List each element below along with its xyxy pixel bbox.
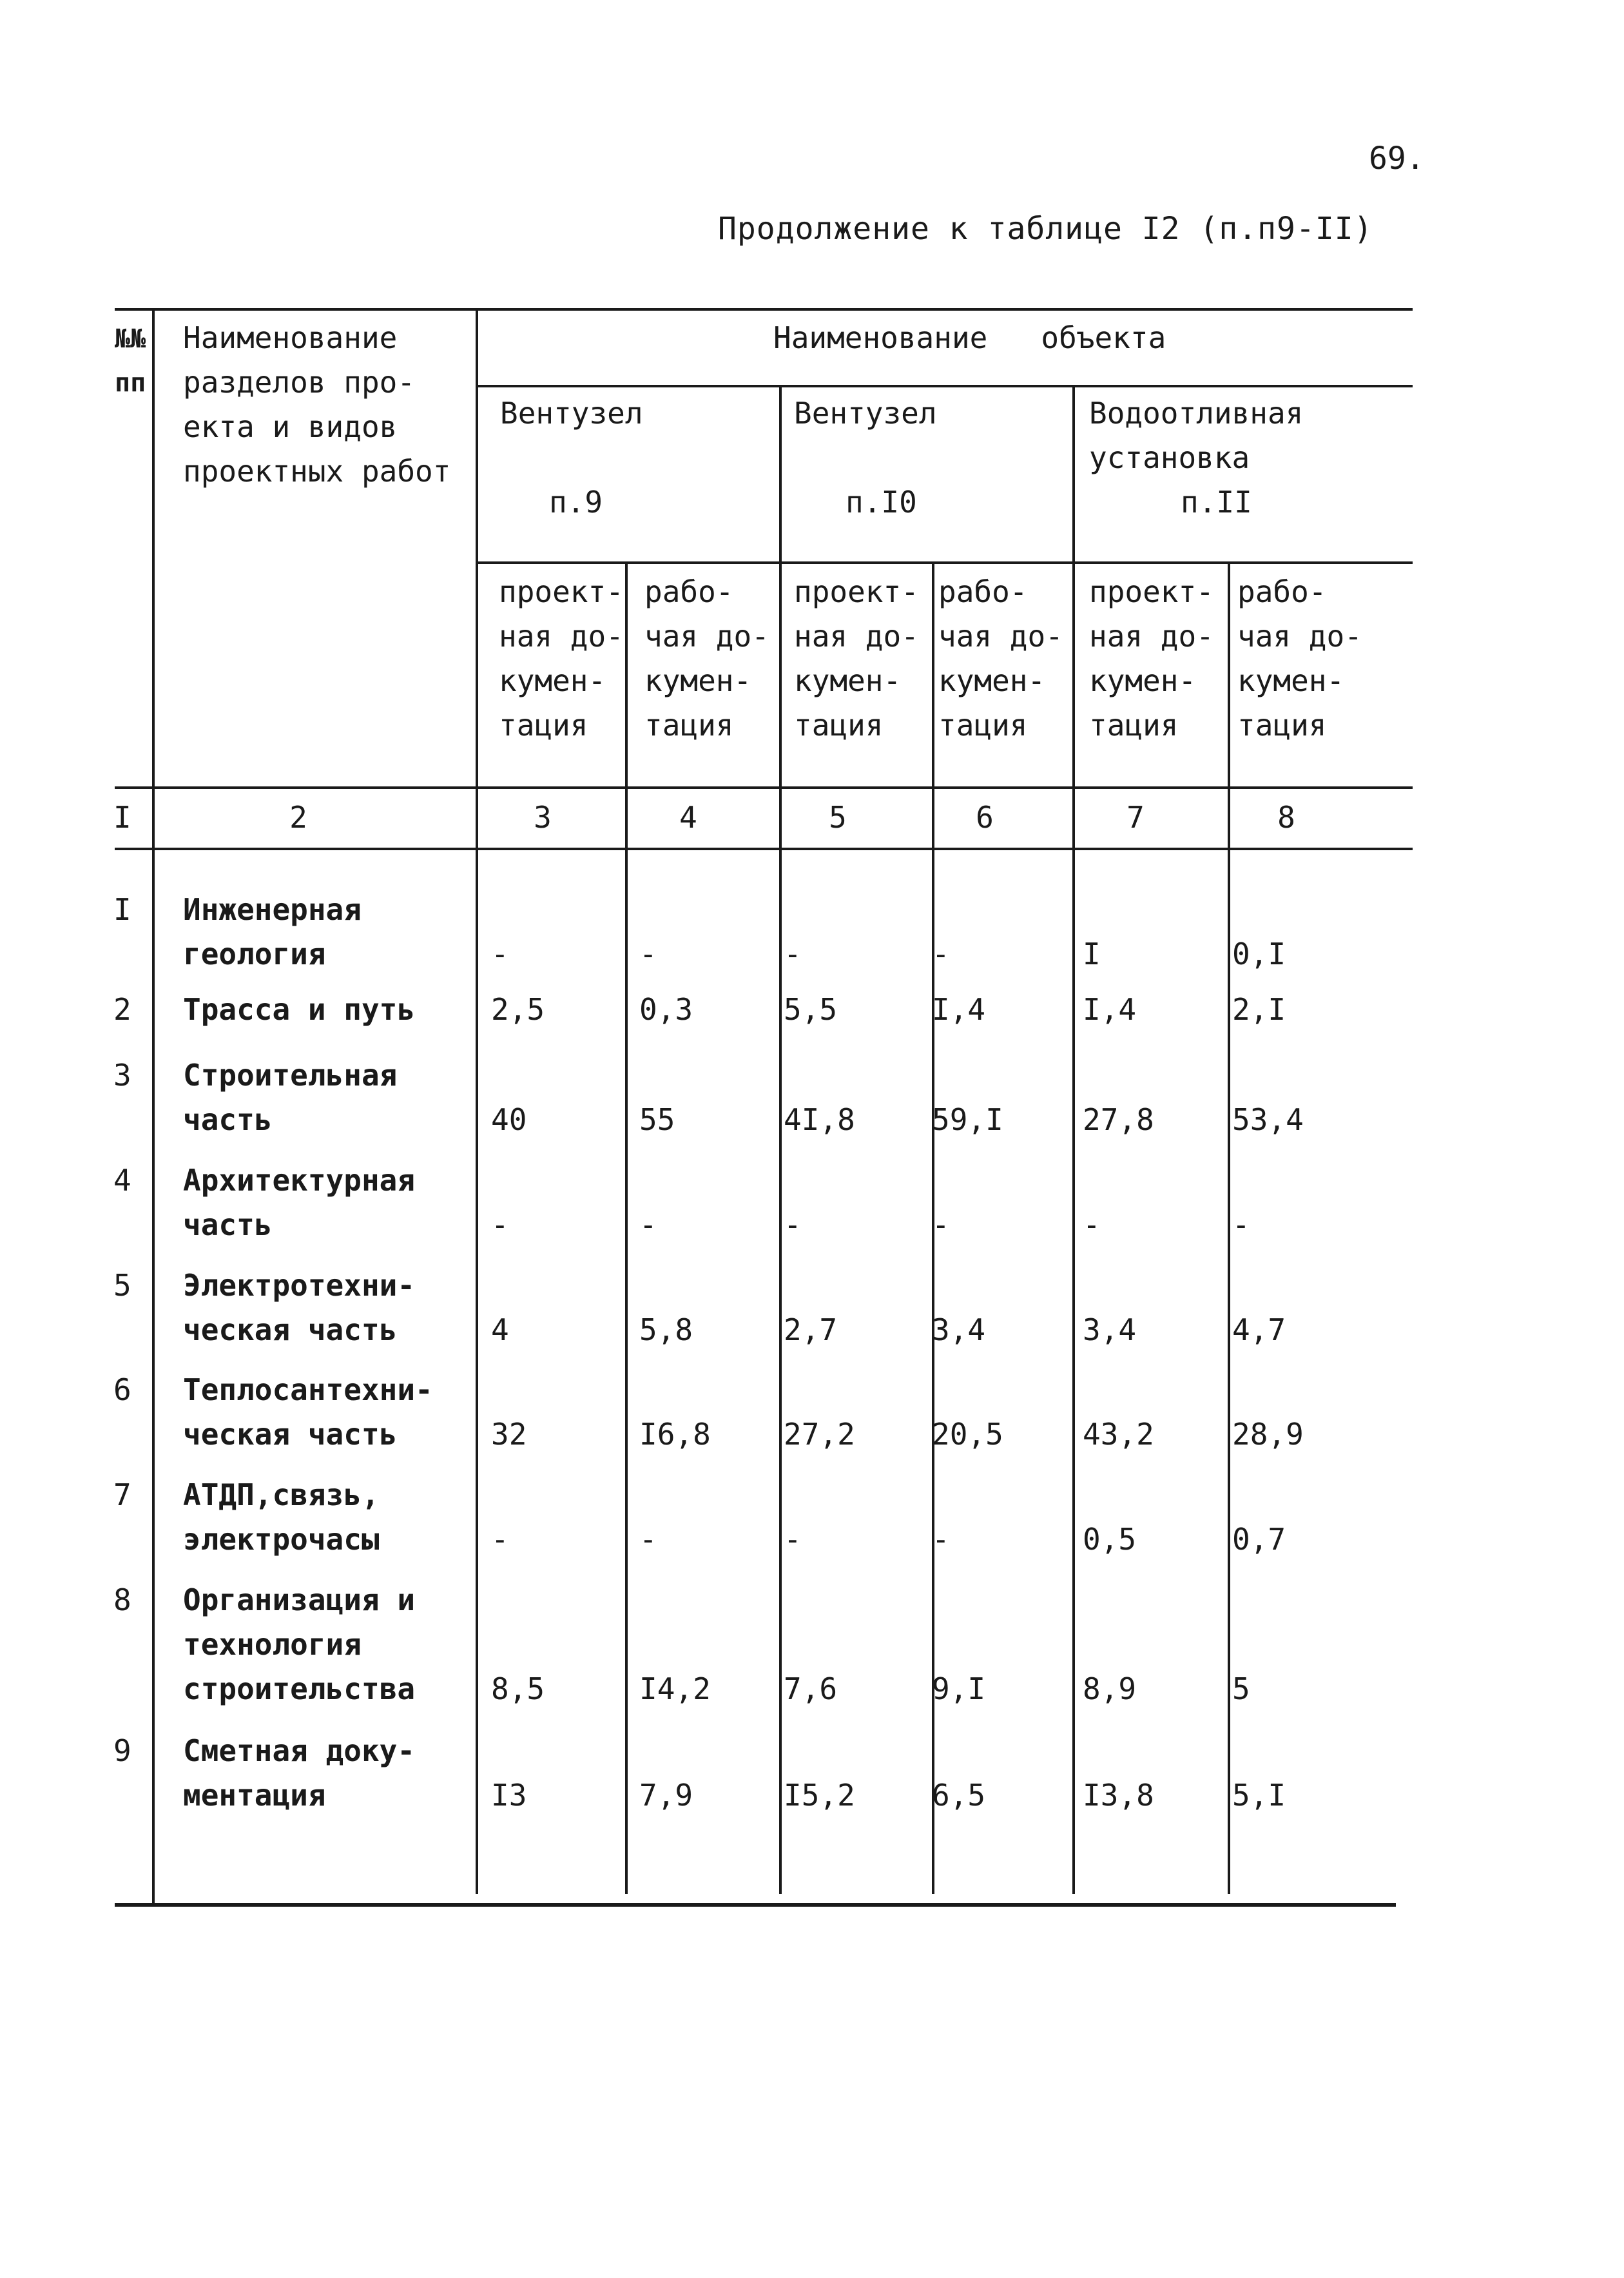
doc-type-design: проект- ная до- кумен- тация — [794, 574, 919, 743]
table-cell: I — [1083, 937, 1101, 971]
row-section-name: Архитектурная часть — [183, 1163, 416, 1242]
table-cell: 2,7 — [784, 1312, 838, 1347]
table-cell: - — [932, 1207, 950, 1242]
table-cell: - — [491, 1207, 509, 1242]
doc-type-work: рабо- чая до- кумен- тация — [938, 574, 1063, 743]
table-cell: 5,5 — [784, 992, 838, 1027]
object-header-rule — [477, 385, 1413, 387]
header-object-column: Наименование объекта — [773, 320, 1166, 355]
doc-type-work: рабо- чая до- кумен- тация — [644, 574, 769, 743]
table-bottom-rule — [115, 1903, 1396, 1907]
table-cell: 0,7 — [1232, 1522, 1286, 1557]
doc-type-work: рабо- чая до- кумен- тация — [1237, 574, 1362, 743]
table-cell: 7,6 — [784, 1671, 838, 1706]
table-cell: - — [1083, 1207, 1101, 1242]
header-num-column: №№ пп — [115, 324, 146, 398]
column-divider — [1072, 385, 1075, 1894]
row-number: 2 — [113, 992, 131, 1027]
table-top-rule — [115, 308, 1413, 311]
row-section-name: АТДП,связь, электрочасы — [183, 1477, 380, 1557]
table-cell: I,4 — [932, 992, 986, 1027]
table-cell: 3,4 — [932, 1312, 986, 1347]
table-cell: 27,8 — [1083, 1102, 1154, 1137]
table-cell: - — [932, 1522, 950, 1557]
row-section-name: Сметная доку- ментация — [183, 1733, 416, 1813]
table-cell: 4,7 — [1232, 1312, 1286, 1347]
table-cell: 2,I — [1232, 992, 1286, 1027]
object-point-3: п.II — [1181, 485, 1252, 520]
table-cell: 5,I — [1232, 1778, 1286, 1813]
table-cell: 4 — [491, 1312, 509, 1347]
column-number: 2 — [289, 800, 307, 835]
doc-type-design: проект- ная до- кумен- тация — [1089, 574, 1214, 743]
table-cell: 20,5 — [932, 1417, 1003, 1452]
row-section-name: Трасса и путь — [183, 992, 416, 1027]
column-divider — [1228, 561, 1230, 1894]
column-divider — [779, 385, 782, 1894]
row-section-name: Строительная часть — [183, 1058, 398, 1137]
table-cell: - — [639, 1207, 657, 1242]
row-number: I — [113, 892, 131, 927]
table-cell: 9,I — [932, 1671, 986, 1706]
table-cell: I3 — [491, 1778, 527, 1813]
column-number: 7 — [1126, 800, 1145, 835]
column-number: 3 — [534, 800, 552, 835]
table-cell: 4I,8 — [784, 1102, 855, 1137]
object-name-3: Водоотливная установка — [1089, 396, 1304, 475]
doc-type-header-rule — [477, 561, 1413, 564]
column-divider — [152, 308, 155, 1903]
column-number: 8 — [1277, 800, 1295, 835]
table-cell: - — [639, 937, 657, 971]
table-cell: - — [491, 1522, 509, 1557]
table-cell: 59,I — [932, 1102, 1003, 1137]
table-cell: 0,5 — [1083, 1522, 1137, 1557]
header-bottom-rule — [115, 786, 1413, 789]
column-number: I — [113, 800, 131, 835]
table-cell: 6,5 — [932, 1778, 986, 1813]
object-name-2: Вентузел — [794, 396, 937, 431]
table-cell: 0,3 — [639, 992, 693, 1027]
row-number: 9 — [113, 1733, 131, 1768]
object-name-1: Вентузел — [500, 396, 643, 431]
table-cell: I4,2 — [639, 1671, 711, 1706]
table-cell: I,4 — [1083, 992, 1137, 1027]
table-caption: Продолжение к таблице I2 (п.п9-II) — [718, 211, 1373, 247]
row-number: 8 — [113, 1582, 131, 1617]
table-cell: 27,2 — [784, 1417, 855, 1452]
row-number: 3 — [113, 1058, 131, 1093]
row-section-name: Инженерная геология — [183, 892, 362, 971]
header-name-column: Наименование разделов про- екта и видов проектных работ — [183, 320, 451, 489]
row-number: 6 — [113, 1372, 131, 1407]
object-point-2: п.I0 — [846, 485, 917, 520]
column-number: 6 — [976, 800, 994, 835]
column-divider — [476, 308, 478, 1894]
table-cell: 3,4 — [1083, 1312, 1137, 1347]
page-number: 69. — [1369, 141, 1425, 177]
table-cell: 32 — [491, 1417, 527, 1452]
table-cell: 5,8 — [639, 1312, 693, 1347]
table-cell: 0,I — [1232, 937, 1286, 971]
table-cell: 5 — [1232, 1671, 1250, 1706]
table-cell: - — [491, 937, 509, 971]
table-cell: - — [784, 937, 802, 971]
table-cell: 55 — [639, 1102, 675, 1137]
row-number: 7 — [113, 1477, 131, 1512]
table-cell: - — [784, 1522, 802, 1557]
doc-type-design: проект- ная до- кумен- тация — [499, 574, 624, 743]
table-cell: 7,9 — [639, 1778, 693, 1813]
table-cell: 28,9 — [1232, 1417, 1304, 1452]
row-section-name: Теплосантехни- ческая часть — [183, 1372, 433, 1452]
table-cell: I6,8 — [639, 1417, 711, 1452]
table-cell: 53,4 — [1232, 1102, 1304, 1137]
table-cell: 40 — [491, 1102, 527, 1137]
table-cell: I3,8 — [1083, 1778, 1154, 1813]
column-number: 4 — [679, 800, 697, 835]
column-divider — [625, 561, 628, 1894]
table-cell: 8,5 — [491, 1671, 545, 1706]
object-point-1: п.9 — [549, 485, 603, 520]
table-cell: I5,2 — [784, 1778, 855, 1813]
column-number: 5 — [829, 800, 847, 835]
row-section-name: Электротехни- ческая часть — [183, 1268, 416, 1347]
row-number: 5 — [113, 1268, 131, 1303]
table-cell: 43,2 — [1083, 1417, 1154, 1452]
table-cell: - — [1232, 1207, 1250, 1242]
table-cell: - — [784, 1207, 802, 1242]
row-number: 4 — [113, 1163, 131, 1198]
table-cell: - — [932, 937, 950, 971]
table-cell: 2,5 — [491, 992, 545, 1027]
table-cell: - — [639, 1522, 657, 1557]
column-numbers-rule — [115, 848, 1413, 850]
table-cell: 8,9 — [1083, 1671, 1137, 1706]
row-section-name: Организация и технология строительства — [183, 1582, 416, 1706]
